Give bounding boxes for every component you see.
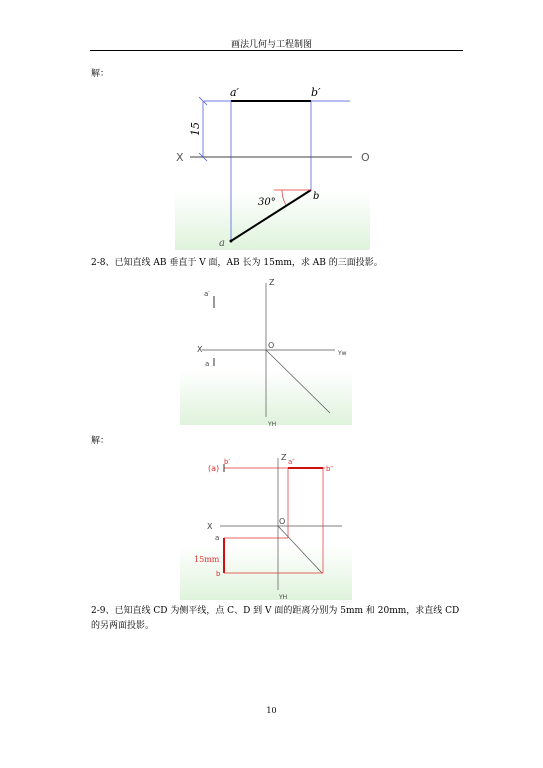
- label-a-double-prime: a″: [288, 458, 295, 466]
- label-yh-axis: YH: [279, 594, 288, 601]
- label-x-axis: X: [207, 522, 213, 531]
- label-dimension-15: 15: [189, 122, 202, 136]
- label-a: a: [205, 360, 210, 368]
- label-b-prime: b′: [224, 458, 231, 466]
- solution-label: 解：: [91, 436, 110, 446]
- label-origin: O: [361, 151, 370, 164]
- point-a: [230, 240, 233, 243]
- label-b: b: [216, 570, 221, 578]
- problem-2-8-text: 2-8、已知直线 AB 垂直于 V 面，AB 长为 15mm，求 AB 的三面投影。: [91, 258, 383, 268]
- label-x-axis: X: [176, 151, 184, 164]
- label-b-double-prime: b″: [326, 465, 334, 473]
- label-z-axis: Z: [269, 278, 275, 287]
- solution-label: 解：: [91, 69, 110, 79]
- label-yw-axis: Yw: [338, 350, 347, 357]
- label-a: a: [215, 534, 220, 542]
- figure-background: [180, 545, 352, 600]
- label-z-axis: Z: [281, 453, 287, 462]
- figure-2-7-solution: [170, 82, 380, 252]
- label-origin: O: [268, 341, 275, 350]
- label-yh-axis: YH: [268, 421, 277, 428]
- label-x-axis: X: [197, 345, 203, 354]
- label-a-paren: (a): [208, 464, 220, 473]
- label-15mm: 15mm: [194, 555, 220, 564]
- page-header-title: 画法几何与工程制图: [230, 40, 312, 50]
- label-origin: O: [279, 517, 286, 526]
- figure-2-8-problem: [180, 275, 355, 430]
- page-number: 10: [266, 706, 277, 715]
- label-a: a: [219, 238, 225, 249]
- problem-2-9-text: 2-9、已知直线 CD 为侧平线，点 C、D 到 V 面的距离分别为 5mm 和 20mm，求直线 CD 的另两面投影。: [91, 606, 460, 631]
- figure-2-8-solution: [180, 450, 355, 605]
- label-a-prime: a′: [230, 86, 240, 99]
- label-a-prime: a′: [204, 290, 210, 298]
- label-b: b: [313, 191, 320, 202]
- label-angle-30: 30°: [258, 197, 276, 208]
- header-rule: [90, 50, 463, 51]
- label-b-prime: b′: [311, 86, 321, 99]
